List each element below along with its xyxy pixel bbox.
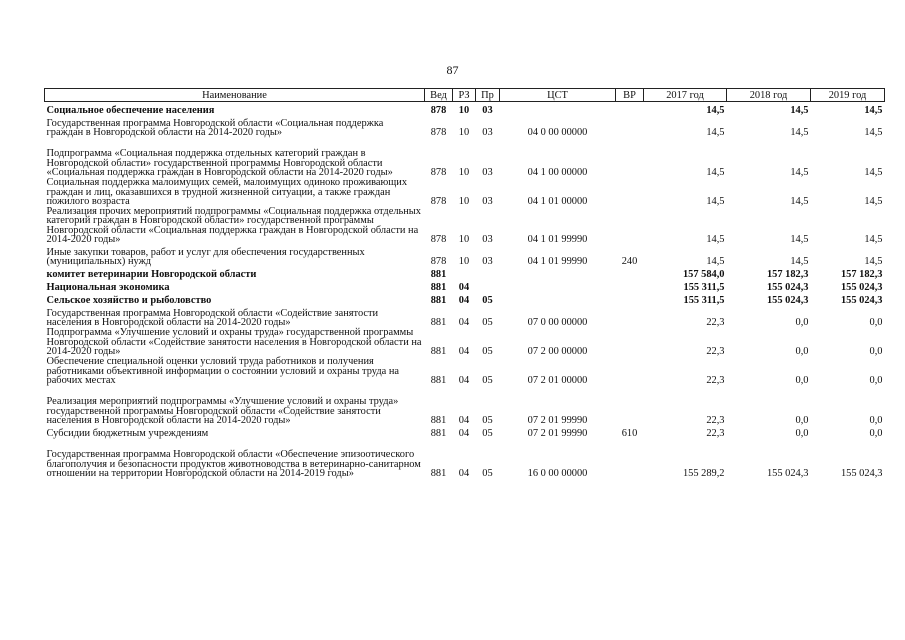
- row-2017: 22,3: [706, 374, 725, 386]
- row-ved: 881: [430, 294, 447, 306]
- row-2017: 157 584,0: [682, 268, 725, 280]
- row-2019: 14,5: [864, 195, 883, 207]
- row-name: Государственная программа Новгородской области «Обеспечение эпизоотического благополучия и безопасности продуктов животноводства в ветеринарно-санитарном отношении на территории Новгородской области на 2014-2019 годы»: [46, 449, 421, 479]
- row-cst: [500, 279, 616, 292]
- row-vr: [616, 266, 644, 279]
- row-cst: [500, 266, 616, 279]
- table-row: [45, 115, 885, 137]
- row-ved: 881: [430, 316, 447, 328]
- row-vr: [616, 356, 644, 385]
- row-2018: 14,5: [790, 104, 809, 116]
- row-2017: 14,5: [706, 255, 725, 267]
- row-ved: 878: [430, 166, 447, 178]
- row-2019: 0,0: [869, 345, 883, 357]
- row-name: Национальная экономика: [46, 281, 170, 293]
- header-vr: ВР: [616, 89, 644, 102]
- header-2019: 2019 год: [811, 89, 885, 102]
- row-2017: 22,3: [706, 316, 725, 328]
- row-pr: 05: [482, 427, 493, 439]
- row-2019: 14,5: [864, 255, 883, 267]
- row-2019: 155 024,3: [840, 467, 883, 479]
- row-vr: 610: [621, 427, 638, 439]
- row-rz: 04: [458, 414, 470, 426]
- row-name: Государственная программа Новгородской области «Социальная поддержка граждан в Новгородской области на 2014-2020 годы»: [46, 117, 384, 138]
- row-ved: 878: [430, 195, 447, 207]
- row-pr: 05: [482, 467, 493, 479]
- row-2019: 157 182,3: [840, 268, 883, 280]
- table-row: [45, 292, 885, 305]
- row-vr: [616, 292, 644, 305]
- table-row: [45, 425, 885, 438]
- row-2019: 155 024,3: [840, 294, 883, 306]
- row-name: Реализация прочих мероприятий подпрограммы «Социальная поддержка отдельных категорий граждан в Новгородской области» государственной программы Новгородской области «Социальная поддержка граждан в Новгородской области на 2014-2020 годы»: [46, 206, 421, 245]
- row-2018: 14,5: [790, 166, 809, 178]
- row-2018: 14,5: [790, 195, 809, 207]
- header-name: Наименование: [45, 89, 425, 102]
- row-2017: 155 311,5: [683, 294, 725, 306]
- row-name: Обеспечение специальной оценки условий труда работников и получения работниками объективной информации о состоянии условий и охраны труда на рабочих местах: [46, 356, 399, 386]
- row-name: Социальное обеспечение населения: [46, 104, 215, 116]
- header-rz: РЗ: [453, 89, 476, 102]
- row-name: комитет ветеринарии Новгородской области: [46, 268, 257, 280]
- row-pr: 05: [482, 345, 493, 357]
- row-pr: [476, 279, 500, 292]
- table-row: [45, 102, 885, 116]
- row-2018: 155 024,3: [766, 294, 809, 306]
- row-2017: 22,3: [706, 414, 725, 426]
- row-ved: 881: [430, 467, 447, 479]
- row-cst: 07 0 00 00000: [527, 316, 588, 328]
- row-cst: [500, 102, 616, 116]
- row-name: Субсидии бюджетным учреждениям: [46, 427, 209, 439]
- row-2019: 0,0: [869, 316, 883, 328]
- row-ved: 878: [430, 255, 447, 267]
- row-2018: 155 024,3: [766, 467, 809, 479]
- row-pr: 05: [482, 294, 493, 306]
- table-row: [45, 279, 885, 292]
- row-2019: 155 024,3: [840, 281, 883, 293]
- row-2019: 14,5: [864, 126, 883, 138]
- table-row: [45, 177, 885, 206]
- row-2018: 0,0: [795, 345, 809, 357]
- row-2017: 155 289,2: [682, 467, 725, 479]
- row-rz: 04: [458, 316, 470, 328]
- table-row: [45, 244, 885, 266]
- table-row: [45, 305, 885, 327]
- row-rz: 04: [458, 427, 470, 439]
- row-2019: 14,5: [864, 104, 883, 116]
- row-cst: 07 2 01 99990: [527, 414, 588, 426]
- row-rz: 04: [458, 345, 470, 357]
- row-2019: 0,0: [869, 427, 883, 439]
- row-pr: 03: [482, 104, 493, 116]
- row-pr: 05: [482, 414, 493, 426]
- row-cst: 04 1 01 00000: [527, 195, 588, 207]
- row-name: Иные закупки товаров, работ и услуг для обеспечения государственных (муниципальных) нужд: [46, 246, 365, 267]
- row-rz: 04: [458, 294, 470, 306]
- row-2019: 0,0: [869, 374, 883, 386]
- row-rz: 04: [458, 467, 470, 479]
- row-pr: 03: [482, 195, 493, 207]
- row-pr: [476, 266, 500, 279]
- row-2018: 14,5: [790, 255, 809, 267]
- row-ved: 881: [430, 281, 447, 293]
- row-vr: [616, 115, 644, 137]
- row-rz: 04: [458, 281, 470, 293]
- row-name: Сельское хозяйство и рыболовство: [46, 294, 212, 306]
- header-ved: Вед: [425, 89, 453, 102]
- table-header-row: [45, 89, 885, 102]
- row-cst: [500, 292, 616, 305]
- row-2018: 14,5: [790, 233, 809, 245]
- row-cst: 07 2 00 00000: [527, 345, 588, 357]
- row-cst: 04 1 01 99990: [527, 255, 588, 267]
- table-row: [45, 206, 885, 244]
- row-2018: 155 024,3: [766, 281, 809, 293]
- table-row: [45, 327, 885, 356]
- row-vr: [616, 327, 644, 356]
- row-cst: 04 1 00 00000: [527, 166, 588, 178]
- row-pr: 03: [482, 126, 493, 138]
- table-row: [45, 385, 885, 425]
- row-name: Социальная поддержка малоимущих семей, малоимущих одиноко проживающих граждан и лиц, оказавшихся в трудной жизненной ситуации, а также граждан пожилого возраста: [46, 177, 408, 207]
- header-pr: Пр: [476, 89, 500, 102]
- row-2017: 155 311,5: [683, 281, 725, 293]
- row-2018: 157 182,3: [766, 268, 809, 280]
- page-number: 87: [446, 63, 459, 77]
- row-vr: [616, 137, 644, 177]
- row-ved: 881: [430, 268, 447, 280]
- row-ved: 878: [430, 126, 447, 138]
- row-pr: 03: [482, 233, 493, 245]
- table-body: [45, 102, 885, 479]
- row-2018: 14,5: [790, 126, 809, 138]
- row-2018: 0,0: [795, 316, 809, 328]
- row-name: Подпрограмма «Социальная поддержка отдельных категорий граждан в Новгородской области» государственной программы Новгородской области «Социальная поддержка граждан в Новгородской области на 2014-2020 годы»: [46, 148, 393, 178]
- row-2017: 14,5: [706, 195, 725, 207]
- row-2019: 0,0: [869, 414, 883, 426]
- row-2019: 14,5: [864, 233, 883, 245]
- row-vr: [616, 279, 644, 292]
- row-2017: 22,3: [706, 345, 725, 357]
- row-rz: 10: [458, 233, 470, 245]
- row-rz: 10: [458, 166, 470, 178]
- row-2019: 14,5: [864, 166, 883, 178]
- row-name: Подпрограмма «Улучшение условий и охраны труда» государственной программы Новгородской области «Содействие занятости населения в Новгородской области на 2014-2020 годы»: [46, 327, 422, 357]
- row-cst: 07 2 01 99990: [527, 427, 588, 439]
- row-vr: 240: [621, 255, 638, 267]
- row-name: Государственная программа Новгородской области «Содействие занятости населения в Новгородской области на 2014-2020 годы»: [46, 307, 379, 328]
- row-vr: [616, 177, 644, 206]
- row-rz: 10: [458, 126, 470, 138]
- row-ved: 881: [430, 345, 447, 357]
- row-2017: 22,3: [706, 427, 725, 439]
- row-2018: 0,0: [795, 427, 809, 439]
- row-pr: 05: [482, 374, 493, 386]
- row-ved: 881: [430, 414, 447, 426]
- header-2018: 2018 год: [727, 89, 811, 102]
- row-cst: 16 0 00 00000: [527, 467, 588, 479]
- row-vr: [616, 206, 644, 244]
- row-pr: 03: [482, 166, 493, 178]
- row-vr: [616, 438, 644, 478]
- row-cst: 04 1 01 99990: [527, 233, 588, 245]
- table-row: [45, 356, 885, 385]
- row-vr: [616, 102, 644, 116]
- row-vr: [616, 305, 644, 327]
- row-ved: 881: [430, 427, 447, 439]
- table-row: [45, 266, 885, 279]
- row-2017: 14,5: [706, 166, 725, 178]
- row-cst: 07 2 01 00000: [527, 374, 588, 386]
- table-row: [45, 438, 885, 478]
- row-2018: 0,0: [795, 374, 809, 386]
- row-rz: 10: [458, 195, 470, 207]
- header-cst: ЦСТ: [500, 89, 616, 102]
- row-rz: 10: [458, 104, 470, 116]
- row-2017: 14,5: [706, 233, 725, 245]
- row-rz: 10: [458, 255, 470, 267]
- row-pr: 05: [482, 316, 493, 328]
- row-2018: 0,0: [795, 414, 809, 426]
- header-2017: 2017 год: [644, 89, 727, 102]
- row-rz: 04: [458, 374, 470, 386]
- row-ved: 878: [430, 104, 447, 116]
- row-vr: [616, 385, 644, 425]
- row-cst: 04 0 00 00000: [527, 126, 588, 138]
- row-pr: 03: [482, 255, 493, 267]
- row-ved: 878: [430, 233, 447, 245]
- table-row: [45, 137, 885, 177]
- row-rz: [453, 266, 476, 279]
- row-2017: 14,5: [706, 104, 725, 116]
- row-2017: 14,5: [706, 126, 725, 138]
- row-name: Реализация мероприятий подпрограммы «Улучшение условий и охраны труда» государственной программы Новгородской области «Содействие занятости населения в Новгородской области на 2014-2020 годы»: [46, 396, 399, 426]
- budget-table: [44, 88, 885, 478]
- row-ved: 881: [430, 374, 447, 386]
